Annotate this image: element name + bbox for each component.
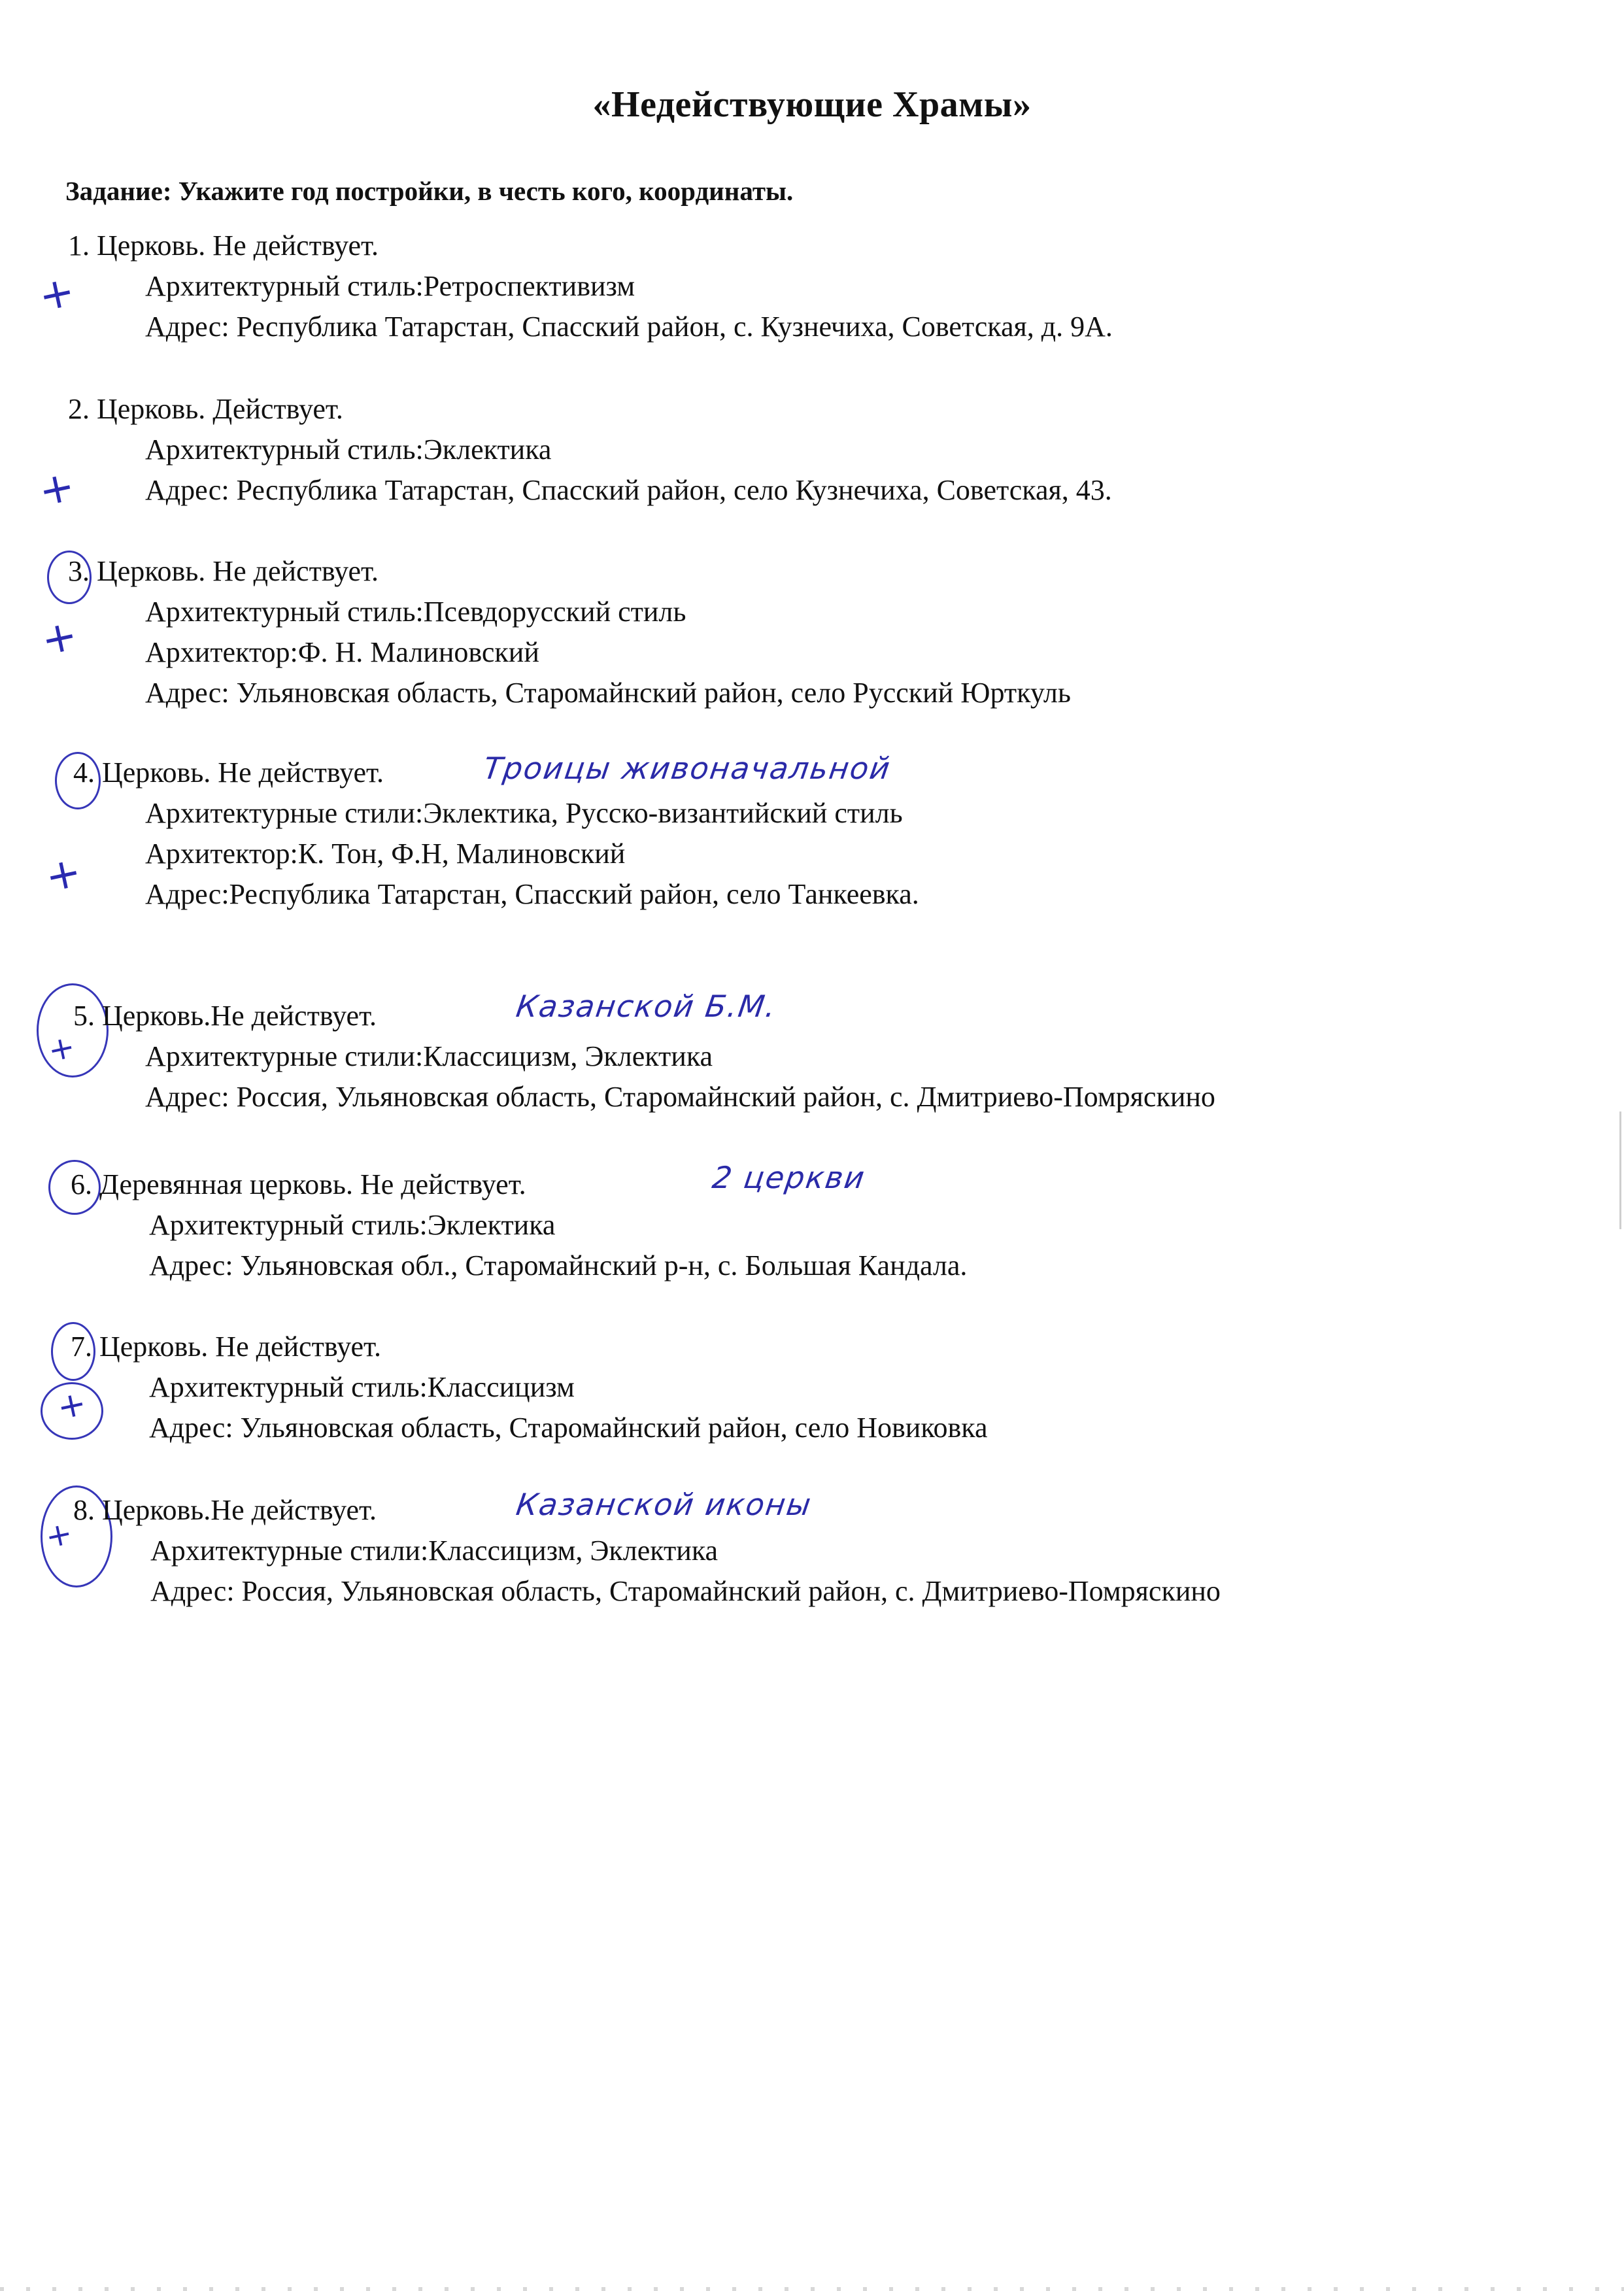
item-number: 4. (73, 756, 95, 789)
item-status: Церковь. Не действует. (102, 756, 384, 789)
item-heading (73, 1493, 377, 1527)
margin-plus-mark: + (37, 611, 82, 666)
item-number: 2. (68, 393, 90, 425)
item-address: Адрес: Ульяновская область, Старомайнский район, село Новиковка (149, 1412, 988, 1444)
item-style: Архитектурные стили:Эклектика, Русско-византийский стиль (145, 797, 903, 829)
item-heading (71, 1330, 381, 1363)
item-status: Деревянная церковь. Не действует. (99, 1168, 526, 1200)
item-number: 6. (71, 1168, 92, 1200)
handwritten-dedication-note: 2 церкви (710, 1160, 868, 1195)
item-address: Адрес: Ульяновская обл., Старомайнский р-н, с. Большая Кандала. (149, 1249, 968, 1281)
item-address: Адрес: Россия, Ульяновская область, Старомайнский район, с. Дмитриево-Помряскино (145, 1081, 1215, 1113)
item-style: Архитектурный стиль:Эклектика (149, 1209, 556, 1241)
item-status: Церковь.Не действует. (102, 1000, 377, 1032)
item-number: 1. (68, 229, 90, 262)
item-address: Адрес: Республика Татарстан, Спасский район, с. Кузнечиха, Советская, д. 9А. (145, 311, 1113, 343)
margin-plus-mark: + (41, 847, 86, 902)
item-address: Адрес:Республика Татарстан, Спасский район, село Танкеевка. (145, 878, 919, 910)
item-heading (73, 756, 384, 789)
item-architect: Архитектор:К. Тон, Ф.Н, Малиновский (145, 838, 626, 870)
item-number: 3. (68, 555, 90, 587)
item-address: Адрес: Республика Татарстан, Спасский район, село Кузнечиха, Советская, 43. (145, 474, 1112, 506)
item-number: 7. (71, 1331, 92, 1363)
item-heading (73, 999, 377, 1032)
item-status: Церковь.Не действует. (102, 1494, 377, 1526)
item-status: Церковь. Не действует. (97, 555, 379, 587)
margin-plus-mark: + (34, 462, 79, 517)
item-heading (68, 392, 343, 426)
item-architect: Архитектор:Ф. Н. Малиновский (145, 636, 539, 668)
item-number: 8. (73, 1494, 95, 1526)
document-title: «Недействующие Храмы» (592, 84, 1032, 125)
item-style: Архитектурные стили:Классицизм, Эклектика (150, 1535, 719, 1567)
item-heading (68, 229, 379, 262)
handwritten-dedication-note: Казанской иконы (514, 1487, 815, 1522)
handwritten-dedication-note: Казанской Б.М. (514, 989, 779, 1024)
item-style: Архитектурный стиль:Классицизм (149, 1371, 575, 1403)
item-status: Церковь. Действует. (97, 393, 343, 425)
item-style: Архитектурные стили:Классицизм, Эклектика (145, 1040, 713, 1072)
item-style: Архитектурный стиль:Эклектика (145, 433, 552, 466)
item-address: Адрес: Ульяновская область, Старомайнский район, село Русский Юрткуль (145, 677, 1071, 709)
margin-plus-mark: + (54, 1383, 90, 1428)
margin-plus-mark: + (44, 1028, 78, 1070)
item-style: Архитектурный стиль:Псевдорусский стиль (145, 596, 686, 628)
scan-edge-mark (1619, 1112, 1621, 1229)
item-status: Церковь. Не действует. (99, 1331, 381, 1363)
item-status: Церковь. Не действует. (97, 229, 379, 262)
item-number: 5. (73, 1000, 95, 1032)
scan-bottom-edge (0, 2287, 1624, 2291)
item-style: Архитектурный стиль:Ретроспективизм (145, 270, 635, 302)
margin-plus-mark: + (42, 1514, 76, 1556)
task-instruction: Задание: Укажите год постройки, в честь кого, координаты. (65, 176, 794, 206)
handwritten-dedication-note: Троицы живоначальной (481, 751, 894, 786)
item-heading (68, 554, 379, 588)
item-heading (71, 1168, 526, 1201)
item-address: Адрес: Россия, Ульяновская область, Старомайнский район, с. Дмитриево-Помряскино (150, 1575, 1221, 1607)
margin-plus-mark: + (34, 267, 79, 322)
